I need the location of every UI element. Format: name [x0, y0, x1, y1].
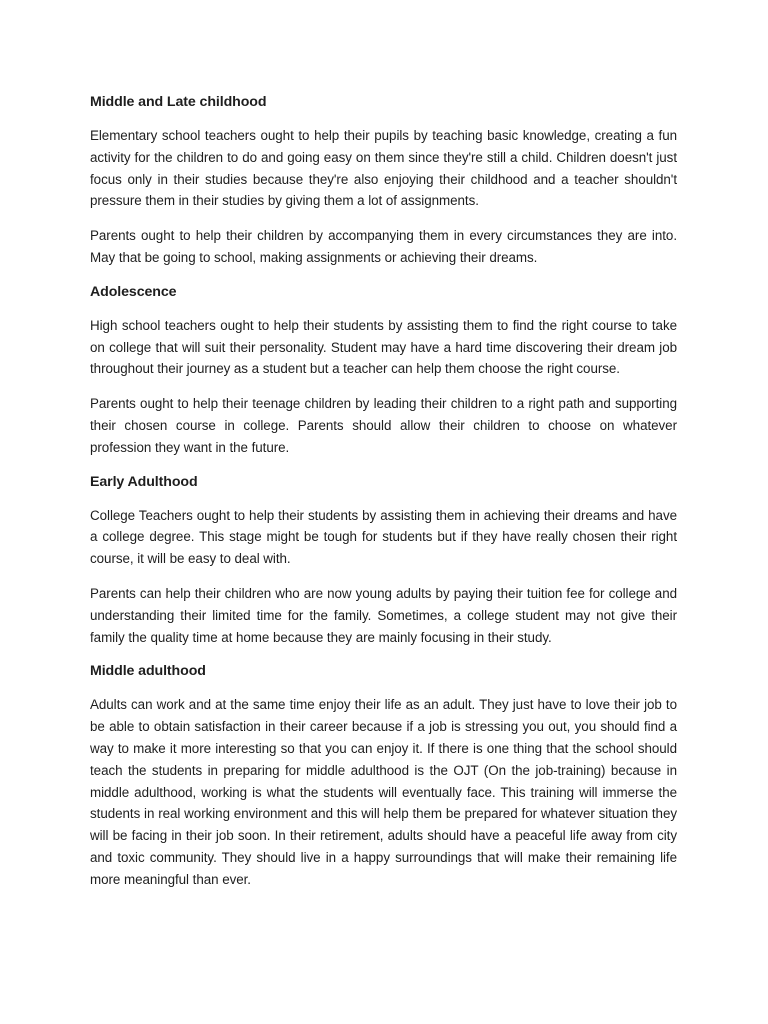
paragraph: Parents ought to help their teenage children by leading their children to a right path and supporting their chosen course in college. Parents should allow their children to choose on whatever profession they want in the future.: [90, 396, 677, 455]
paragraph: Adults can work and at the same time enjoy their life as an adult. They just have to love their job to be able to obtain satisfaction in their career because if a job is stressing you out, you should find a way to make it more interesting so that you can enjoy it. If there is one thing that the school should teach the students in preparing for middle adulthood is the OJT (On the job-training) because in middle adulthood, working is what the students will eventually face. This training will immerse the students in real working environment and this will help them be prepared for whatever situation they will be facing in their job soon. In their retirement, adults should have a peaceful life away from city and toxic community. They should live in a happy surroundings that will make their remaining life more meaningful than ever.: [90, 697, 677, 887]
paragraph: Parents can help their children who are now young adults by paying their tuition fee for college and understanding their limited time for the family. Sometimes, a college student may not give their family the quality time at home because they are mainly focusing in their study.: [90, 585, 677, 645]
section-middle-adulthood: [90, 661, 677, 890]
section-heading: Middle and Late childhood: [90, 94, 267, 110]
section-early-adulthood: [90, 472, 677, 649]
paragraph: High school teachers ought to help their students by assisting them to find the right course to take on college that will suit their personality. Student may have a hard time discovering their dream job throughout their journey as a student but a teacher can help them choose the right course.: [90, 317, 677, 377]
paragraph: Elementary school teachers ought to help their pupils by teaching basic knowledge, creating a fun activity for the children to do and going easy on them since they're still a child. Children doesn't just focus only in their studies because they're also enjoying their childhood and a teacher shouldn't pressure them in their studies by giving them a lot of assignments.: [90, 128, 677, 209]
section-adolescence: [90, 282, 677, 459]
section-middle-late-childhood: [90, 92, 677, 269]
paragraph: Parents ought to help their children by accompanying them in every circumstances they are into. May that be going to school, making assignments or achieving their dreams.: [90, 228, 677, 265]
section-heading: Early Adulthood: [90, 473, 198, 490]
paragraph: College Teachers ought to help their students by assisting them in achieving their dreams and have a college degree. This stage might be tough for students but if they have really chosen their right course, it will be easy to deal with.: [90, 507, 677, 567]
section-heading: Adolescence: [90, 283, 177, 300]
section-heading: Middle adulthood: [90, 663, 206, 680]
